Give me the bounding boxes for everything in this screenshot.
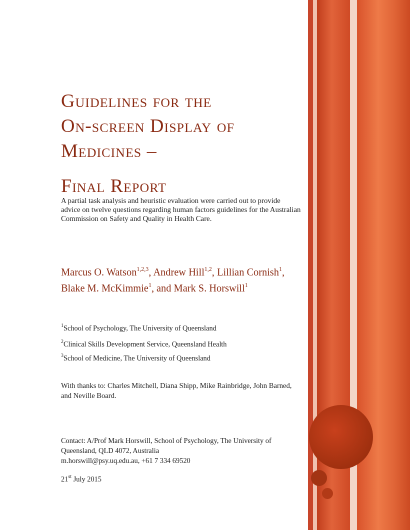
abstract: A partial task analysis and heuristic evaluation were carried out to provide advice on twelve questions regarding human factors guidelines for the Australian Commission on Safety and Quality in Health Care. [61, 196, 301, 223]
author-name: Lillian Cornish [217, 267, 279, 279]
title-line: Guidelines for the [61, 91, 212, 112]
affiliation-text: School of Medicine, The University of Queensland [63, 354, 211, 363]
decorative-circle-medium [311, 470, 327, 486]
date-month-year: July 2015 [71, 475, 102, 484]
author-affiliation-marker: 1 [279, 267, 282, 273]
date-day: 21 [61, 475, 69, 484]
author-affiliation-marker: 1 [244, 282, 248, 289]
affiliation [61, 338, 301, 349]
decorative-circle-small [322, 488, 333, 499]
affiliation-marker: 3 [61, 354, 64, 359]
author-separator: , [211, 267, 218, 279]
title-line: Medicines – [61, 141, 157, 162]
author-list [61, 264, 301, 296]
date-suffix: st [68, 475, 72, 480]
contact-address: Contact: A/Prof Mark Horswill, School of Psychology, The University of Queensland, QLD 4072, Australia [61, 437, 272, 455]
contact-info [61, 436, 301, 466]
author-affiliation-marker: 1,2,3 [136, 267, 149, 273]
affiliation-text: Clinical Skills Development Service, Queensland Health [63, 340, 227, 349]
author-separator: , and [151, 283, 174, 295]
decorative-circle-large [309, 405, 373, 469]
affiliation [61, 322, 301, 333]
author-affiliation-marker: 1,2 [204, 267, 212, 273]
report-date [61, 475, 101, 483]
author-name: Blake M. McKimmie [61, 283, 149, 295]
author-separator: , [148, 267, 154, 279]
acknowledgements: With thanks to: Charles Mitchell, Diana Shipp, Mike Rainbridge, John Barned, and Neville Board. [61, 381, 292, 400]
title-line: On-screen Display of [61, 116, 235, 137]
title-line: Final Report [61, 176, 167, 197]
affiliation-marker: 1 [61, 324, 64, 329]
affiliation [61, 352, 301, 363]
contact-email-phone: m.horswill@psy.uq.edu.au, +61 7 334 69520 [61, 457, 191, 465]
author-name: Andrew Hill [153, 267, 205, 279]
affiliation-text: School of Psychology, The University of Queensland [63, 324, 217, 333]
author-separator: , [282, 267, 285, 279]
author-affiliation-marker: 1 [148, 282, 152, 289]
author-name: Marcus O. Watson [61, 267, 137, 279]
affiliation-marker: 2 [61, 340, 64, 345]
author-name: Mark S. Horswill [173, 283, 245, 295]
report-title [61, 89, 301, 199]
